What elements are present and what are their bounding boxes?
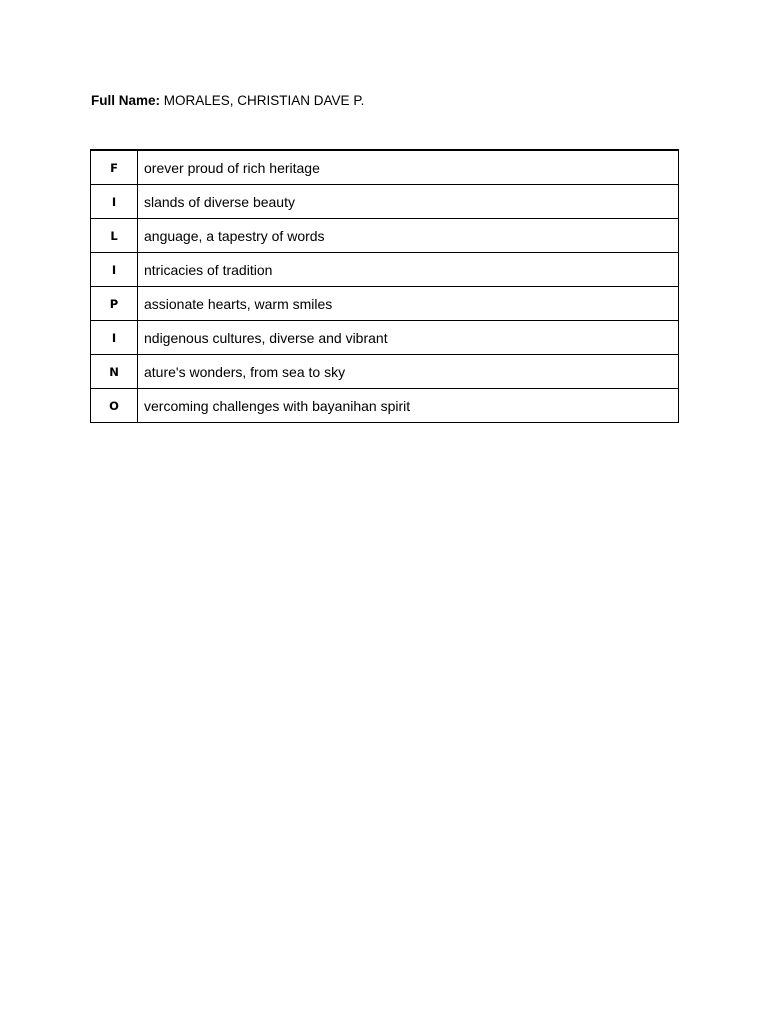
acrostic-line: anguage, a tapestry of words	[138, 219, 679, 253]
acrostic-letter: I	[91, 253, 138, 287]
full-name-label: Full Name:	[91, 93, 161, 108]
acrostic-line: ndigenous cultures, diverse and vibrant	[138, 321, 679, 355]
acrostic-letter: I	[91, 185, 138, 219]
acrostic-line: ntricacies of tradition	[138, 253, 679, 287]
acrostic-line: assionate hearts, warm smiles	[138, 287, 679, 321]
acrostic-letter: P	[91, 287, 138, 321]
acrostic-letter: F	[91, 150, 138, 185]
acrostic-row	[91, 150, 679, 185]
acrostic-row	[91, 185, 679, 219]
acrostic-row	[91, 321, 679, 355]
acrostic-letter: O	[91, 389, 138, 423]
acrostic-line: slands of diverse beauty	[138, 185, 679, 219]
acrostic-line: vercoming challenges with bayanihan spirit	[138, 389, 679, 423]
full-name-line	[91, 93, 364, 109]
acrostic-letter: L	[91, 219, 138, 253]
full-name-value: MORALES, CHRISTIAN DAVE P.	[163, 93, 365, 108]
acrostic-row	[91, 287, 679, 321]
acrostic-row	[91, 355, 679, 389]
acrostic-row	[91, 219, 679, 253]
acrostic-table	[90, 149, 679, 423]
acrostic-line: orever proud of rich heritage	[138, 150, 679, 185]
acrostic-letter: N	[91, 355, 138, 389]
acrostic-letter: I	[91, 321, 138, 355]
acrostic-line: ature's wonders, from sea to sky	[138, 355, 679, 389]
acrostic-row	[91, 253, 679, 287]
acrostic-row	[91, 389, 679, 423]
